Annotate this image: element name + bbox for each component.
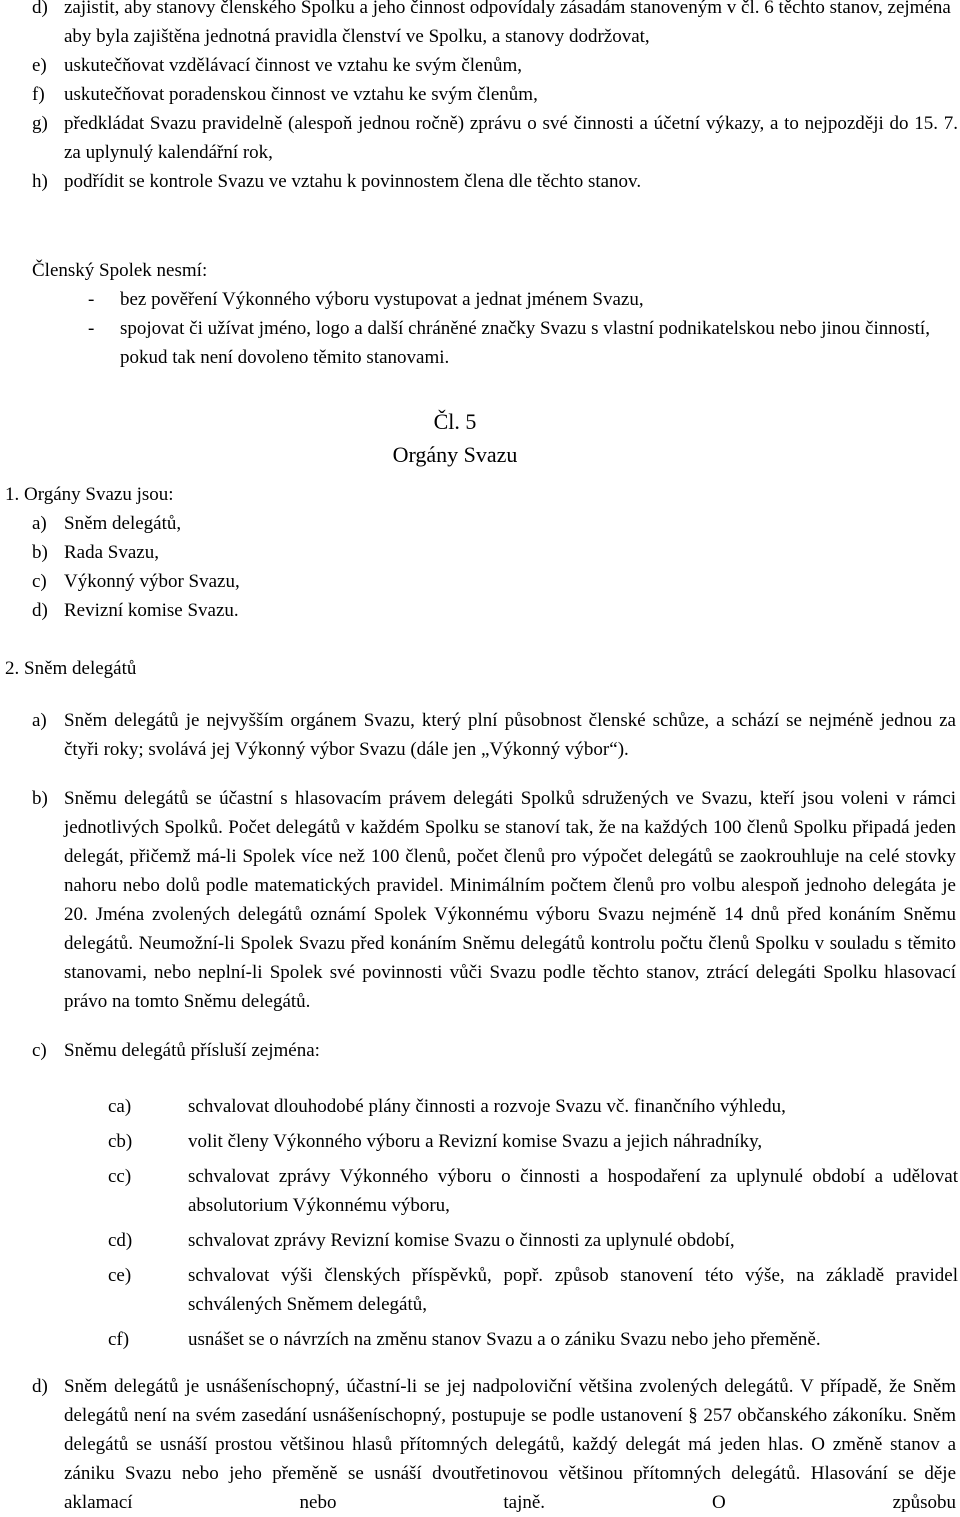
item-text: Sněmu delegátů přísluší zejména: <box>64 1040 320 1061</box>
item-text: bez pověření Výkonného výboru vystupovat a jednat jménem Svazu, <box>120 289 644 310</box>
item-label: c) <box>32 1040 47 1061</box>
item-text: usnášet se o návrzích na změnu stanov Svazu a o zániku Svazu nebo jeho přeměně. <box>188 1329 821 1350</box>
item-label: d) <box>32 600 48 621</box>
list-item <box>32 314 958 372</box>
item-label: a) <box>32 513 47 534</box>
item-label: d) <box>32 0 48 18</box>
prohibition-heading: Členský Spolek nesmí: <box>32 260 208 281</box>
item-text: schvalovat zprávy Výkonného výboru o činnosti a hospodaření za uplynulé období a udělovat absolutorium Výkonnému výboru, <box>188 1166 958 1216</box>
snem-c-sublist <box>108 1092 958 1354</box>
item-label: a) <box>32 710 47 731</box>
item-text: Sněm delegátů, <box>64 513 182 534</box>
article-heading <box>355 405 555 471</box>
list-item <box>32 567 505 596</box>
item-label: b) <box>32 542 48 563</box>
item-text: Sněmu delegátů se účastní s hlasovacím právem delegáti Spolků sdružených ve Svazu, kteří jsou voleni v rámci jednotlivých Spolků. Počet delegátů v každém Spolku se stanoví tak, že na každých 100 členů Spolku připadá jeden delegát, přičemž má-li Spolek více než 100 členů, počet členů pro výpočet delegátů se zaokrouhluje na celé stovky nahoru nebo dolů podle matematických pravidel. Minimálním počtem členů pro volbu alespoň jednoho delegáta je 20. Jména zvolených delegátů oznámí Spolek Výkonnému výboru Svazu nejméně 14 dnů před konáním Sněmu delegátů. Neumožní-li Spolek Svazu před konáním Sněmu delegátů kontrolu počtu členů Spolku v souladu s těmito stanovami, nebo neplní-li Spolek své povinnosti vůči Svazu podle těchto stanov, ztrácí delegáti Spolku hlasovací právo na tomto Sněmu delegátů. <box>64 788 956 1012</box>
paragraph-b <box>32 784 956 1016</box>
list-item <box>32 538 505 567</box>
item-text: uskutečňovat vzdělávací činnost ve vztahu ke svým členům, <box>64 55 522 76</box>
organs-section <box>5 480 505 625</box>
item-text: schvalovat dlouhodobé plány činnosti a rozvoje Svazu vč. finančního výhledu, <box>188 1096 786 1117</box>
item-label: cc) <box>108 1166 132 1187</box>
dash-marker: - <box>88 289 95 310</box>
item-label: cd) <box>108 1230 133 1251</box>
organs-heading: 1. Orgány Svazu jsou: <box>5 484 174 505</box>
item-text: Revizní komise Svazu. <box>64 600 239 621</box>
list-item <box>32 167 958 196</box>
list-item <box>32 596 505 625</box>
section-heading: 2. Sněm delegátů <box>5 658 137 679</box>
paragraph-a <box>32 706 956 764</box>
item-text: spojovat či užívat jméno, logo a další chráněné značky Svazu s vlastní podnikatelskou nebo jinou činností, pokud tak není dovoleno těmito stanovami. <box>120 318 930 368</box>
paragraph-c <box>32 1036 956 1065</box>
snem-paragraphs <box>32 706 956 1065</box>
item-text: schvalovat zprávy Revizní komise Svazu o činnosti za uplynulé období, <box>188 1230 735 1251</box>
list-item <box>108 1226 958 1255</box>
prohibition-section <box>32 256 958 372</box>
item-text: Výkonný výbor Svazu, <box>64 571 240 592</box>
item-label: ce) <box>108 1265 132 1286</box>
item-label: ca) <box>108 1096 132 1117</box>
item-text: uskutečňovat poradenskou činnost ve vztahu ke svým členům, <box>64 84 538 105</box>
item-text: Sněm delegátů je usnášeníschopný, účastní-li se jej nadpoloviční většina zvolených delegátů. V případě, že Sněm delegátů není na svém zasedání usnášeníschopný, postupuje se podle ustanovení § 257 občanského zákoníku. Sněm delegátů se usnáší prostou většinou hlasů přítomných delegátů, každý delegát má jeden hlas. O změně stanov a zániku Svazu nebo jeho přeměně se usnáší dvoutřetinovou většinou přítomných delegátů. Hlasování se děje aklamací nebo tajně. O způsobu <box>64 1376 956 1513</box>
list-item <box>32 285 958 314</box>
item-label: g) <box>32 113 48 134</box>
item-label: c) <box>32 571 47 592</box>
item-label: h) <box>32 171 48 192</box>
item-label: f) <box>32 84 45 105</box>
item-text: Sněm delegátů je nejvyšším orgánem Svazu, který plní působnost členské schůze, a schází se nejméně jednou za čtyři roky; svolává jej Výkonný výbor Svazu (dále jen „Výkonný výbor“). <box>64 710 956 760</box>
dash-marker: - <box>88 318 95 339</box>
list-item <box>108 1261 958 1319</box>
article-number: Čl. 5 <box>433 409 477 434</box>
item-text: zajistit, aby stanovy členského Spolku a jeho činnost odpovídaly zásadám stanoveným v čl. 6 těchto stanov, zejména aby byla zajištěna jednotná pravidla členství ve Spolku, a stanovy dodržovat, <box>64 0 951 47</box>
list-item <box>32 509 505 538</box>
list-item <box>108 1162 958 1220</box>
list-item <box>108 1325 958 1354</box>
item-label: e) <box>32 55 47 76</box>
item-text: předkládat Svazu pravidelně (alespoň jednou ročně) zprávu o své činnosti a účetní výkazy, a to nejpozději do 15. 7. za uplynulý kalendářní rok, <box>64 113 958 163</box>
item-text: Rada Svazu, <box>64 542 159 563</box>
list-item <box>108 1092 958 1121</box>
item-label: cb) <box>108 1131 133 1152</box>
item-text: schvalovat výši členských příspěvků, popř. způsob stanovení této výše, na základě pravidel schválených Sněmem delegátů, <box>188 1265 958 1315</box>
item-label: cf) <box>108 1329 130 1350</box>
list-item <box>32 0 958 51</box>
item-label: b) <box>32 788 48 809</box>
item-text: volit členy Výkonného výboru a Revizní komise Svazu a jejich náhradníky, <box>188 1131 763 1152</box>
paragraph-d <box>32 1372 956 1517</box>
list-item <box>32 109 958 167</box>
list-item <box>32 51 958 80</box>
list-item <box>108 1127 958 1156</box>
article-title: Orgány Svazu <box>392 442 518 467</box>
item-label: d) <box>32 1376 48 1397</box>
intro-list <box>32 0 958 196</box>
list-item <box>32 1372 956 1517</box>
item-text: podřídit se kontrole Svazu ve vztahu k povinnostem člena dle těchto stanov. <box>64 171 642 192</box>
list-item <box>32 80 958 109</box>
